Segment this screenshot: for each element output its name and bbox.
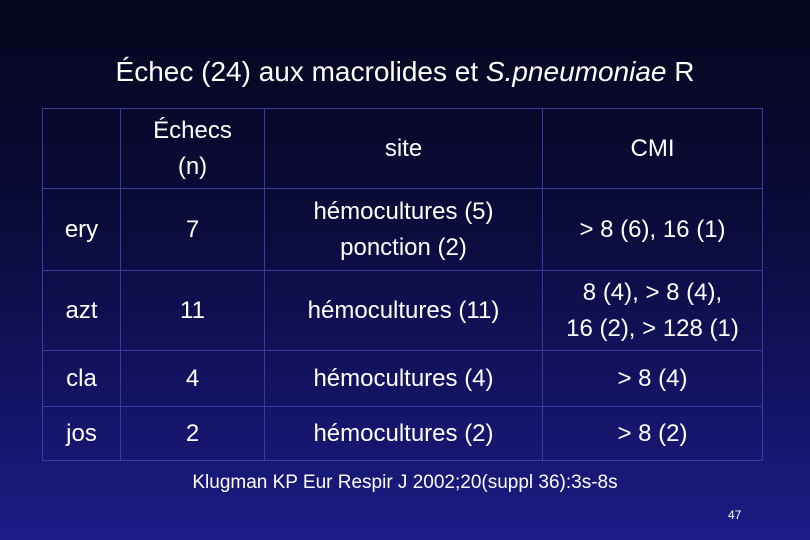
table-header-row [43, 109, 763, 189]
cell-site [265, 407, 543, 461]
cell-mic-line1: > 8 (6), 16 (1) [579, 215, 726, 243]
cell-site [265, 189, 543, 271]
table-row [43, 271, 763, 351]
cell-site-line1: hémocultures (11) [307, 296, 500, 324]
cell-mic [543, 271, 763, 351]
cell-mic [543, 351, 763, 407]
cell-mic-line1: 8 (4), > 8 (4), [582, 278, 723, 306]
cell-drug: jos [43, 407, 121, 461]
table-row [43, 189, 763, 271]
header-site: site [265, 109, 543, 189]
cell-drug: cla [43, 351, 121, 407]
cell-site-line1: hémocultures (4) [313, 364, 494, 392]
slide-title [0, 56, 810, 88]
table-row [43, 351, 763, 407]
header-mic: CMI [543, 109, 763, 189]
title-suffix: R [666, 56, 695, 87]
cell-n: 4 [121, 351, 265, 407]
title-italic-species: S.pneumoniae [485, 56, 667, 87]
cell-site [265, 351, 543, 407]
table-row [43, 407, 763, 461]
page-number: 47 [728, 508, 742, 522]
citation: Klugman KP Eur Respir J 2002;20(suppl 36):3s-8s [192, 472, 618, 493]
cell-mic [543, 407, 763, 461]
cell-mic-line1: > 8 (2) [617, 419, 688, 447]
header-drug [43, 109, 121, 189]
title-prefix: Échec (24) aux macrolides et [115, 56, 486, 87]
cell-mic [543, 189, 763, 271]
cell-n: 11 [121, 271, 265, 351]
cell-site [265, 271, 543, 351]
cell-mic-line2: 16 (2), > 128 (1) [566, 314, 739, 342]
header-failures [121, 109, 265, 189]
cell-site-line1: hémocultures (2) [313, 419, 494, 447]
header-failures-line1: Échecs [153, 116, 232, 144]
cell-drug: azt [43, 271, 121, 351]
cell-site-line2: ponction (2) [340, 233, 467, 261]
cell-n: 2 [121, 407, 265, 461]
header-failures-line2: (n) [177, 152, 208, 180]
cell-n: 7 [121, 189, 265, 271]
cell-site-line1: hémocultures (5) [313, 197, 494, 225]
cell-mic-line1: > 8 (4) [617, 364, 688, 392]
cell-drug: ery [43, 189, 121, 271]
failures-table [42, 108, 763, 461]
